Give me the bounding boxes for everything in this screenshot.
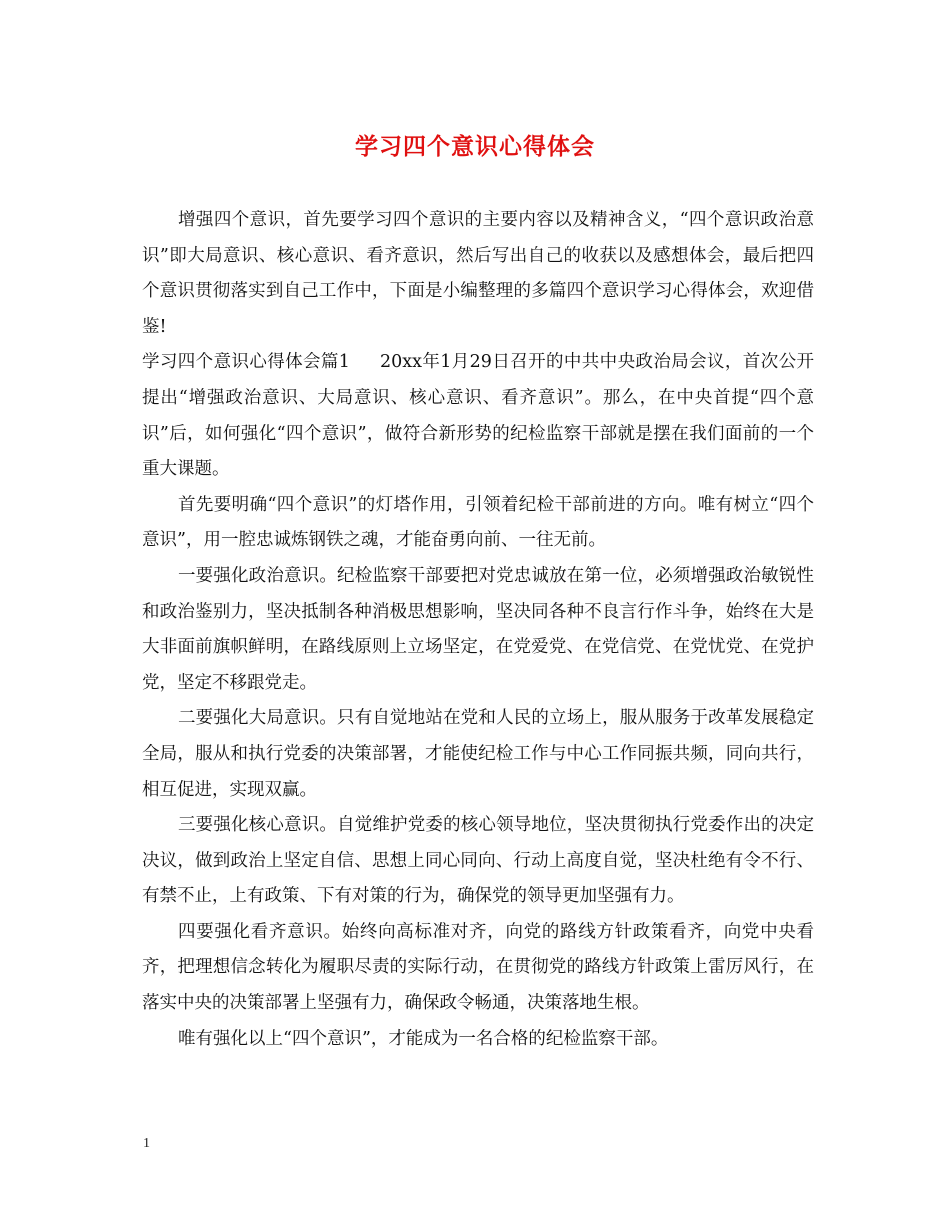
- document-title: 学习四个意识心得体会: [355, 133, 595, 160]
- closing-paragraph: 唯有强化以上“四个意识”，才能成为一名合格的纪检监察干部。: [178, 1028, 669, 1049]
- section-heading: 学习四个意识心得体会篇1: [142, 352, 350, 373]
- section-paragraph: [142, 345, 814, 487]
- body-paragraph: 二要强化大局意识。只有自觉地站在党和人民的立场上，服从服务于改革发展稳定全局，服从和执行党委的决策部署，才能使纪检工作与中心工作同振共频，同向共行，相互促进，实现双赢。: [142, 708, 814, 800]
- body-paragraph: 四要强化看齐意识。始终向高标准对齐，向党的路线方针政策看齐，向党中央看齐，把理想信念转化为履职尽责的实际行动，在贯彻党的路线方针政策上雷厉风行，在落实中央的决策部署上坚强有力，确保政令畅通，决策落地生根。: [142, 921, 814, 1014]
- body-paragraph: 一要强化政治意识。纪检监察干部要把对党忠诚放在第一位，必须增强政治敏锐性和政治鉴别力，坚决抵制各种消极思想影响，坚决同各种不良言行作斗争，始终在大是大非面前旗帜鲜明，在路线原则上立场坚定，在党爱党、在党信党、在党忧党、在党护党，坚定不移跟党走。: [142, 565, 814, 693]
- document-body: [142, 203, 814, 1057]
- section-text: 20xx年1月29日召开的中共中央政治局会议，首次公开提出“增强政治意识、大局意识、核心意识、看齐意识”。那么，在中央首提“四个意识”后，如何强化“四个意识”，做符合新形势的纪检监察干部就是摆在我们面前的一个重大课题。: [142, 352, 814, 480]
- body-paragraph: 首先要明确“四个意识”的灯塔作用，引领着纪检干部前进的方向。唯有树立“四个意识”，用一腔忠诚炼钢铁之魂，才能奋勇向前、一往无前。: [142, 494, 814, 551]
- intro-paragraph: 增强四个意识，首先要学习四个意识的主要内容以及精神含义，“四个意识政治意识”即大局意识、核心意识、看齐意识，然后写出自己的收获以及感想体会，最后把四个意识贯彻落实到自己工作中，下面是小编整理的多篇四个意识学习心得体会，欢迎借鉴!: [142, 210, 814, 337]
- page-number: 1: [143, 1136, 150, 1151]
- body-paragraph: 三要强化核心意识。自觉维护党委的核心领导地位，坚决贯彻执行党委作出的决定决议，做到政治上坚定自信、思想上同心同向、行动上高度自觉，坚决杜绝有令不行、有禁不止，上有政策、下有对策的行为，确保党的领导更加坚强有力。: [142, 815, 814, 907]
